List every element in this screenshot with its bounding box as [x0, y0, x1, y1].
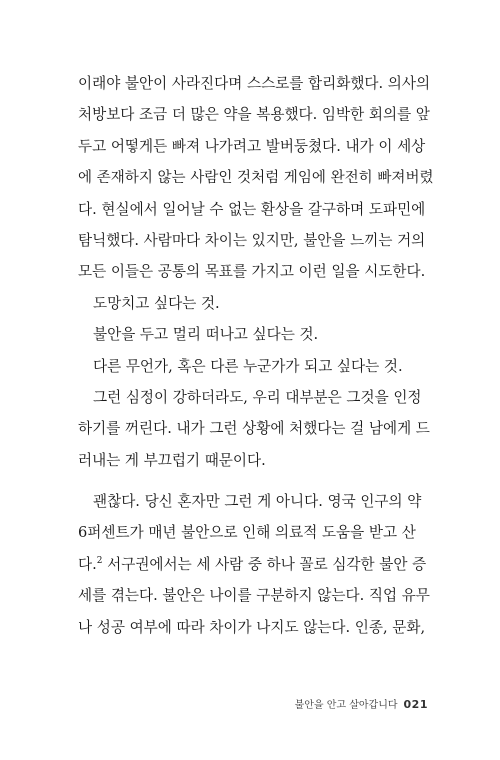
text-line-with-footnote [78, 549, 434, 580]
page-footer [295, 696, 428, 711]
paragraph-line: 다른 무언가, 혹은 다른 누군가가 되고 싶다는 것. [93, 357, 403, 375]
text-fragment: 서구권에서는 세 사람 중 하나 꼴로 심각한 불안 증 [102, 555, 427, 573]
text-line: 모든 이들은 공통의 목표를 가지고 이런 일을 시도한다. [78, 263, 426, 281]
text-fragment: 다. [78, 555, 97, 573]
text-line: 처방보다 조금 더 많은 약을 복용했다. 임박한 회의를 앞 [78, 106, 430, 124]
text-line: 다. 현실에서 일어날 수 없는 환상을 갈구하며 도파민에 [78, 200, 426, 218]
text-line: 러내는 게 부끄럽기 때문이다. [78, 451, 266, 469]
paragraph-line: 도망치고 싶다는 것. [93, 294, 220, 312]
text-line: 두고 어떻게든 빠져 나가려고 발버둥쳤다. 내가 이 세상 [78, 137, 426, 155]
paragraph-line: 불안을 두고 멀리 떠나고 싶다는 것. [93, 326, 319, 344]
body-text [78, 68, 434, 643]
running-title: 불안을 안고 살아갑니다 [294, 700, 398, 711]
footnote-marker[interactable]: 2 [96, 555, 103, 566]
text-line: 세를 겪는다. 불안은 나이를 구분하지 않는다. 직업 유무 [78, 587, 430, 605]
text-line: 괜찮다. 당신 혼자만 그런 게 아니다. 영국 인구의 약 [93, 493, 422, 511]
text-line: 이래야 불안이 사라진다며 스스로를 합리화했다. 의사의 [78, 75, 431, 92]
text-line: 탐닉했다. 사람마다 차이는 있지만, 불안을 느끼는 거의 [78, 231, 426, 249]
page-number: 021 [403, 698, 428, 711]
text-line: 6퍼센트가 매년 불안으로 인해 의료적 도움을 받고 산 [78, 524, 416, 542]
text-line: 그런 심정이 강하더라도, 우리 대부분은 그것을 인정 [93, 388, 422, 406]
text-line: 나 성공 여부에 따라 차이가 나지도 않는다. 인종, 문화, [78, 618, 426, 636]
text-line: 하기를 꺼린다. 내가 그런 상황에 처했다는 걸 남에게 드 [78, 420, 430, 438]
text-line: 에 존재하지 않는 사람인 것처럼 게임에 완전히 빠져버렸 [78, 169, 434, 187]
